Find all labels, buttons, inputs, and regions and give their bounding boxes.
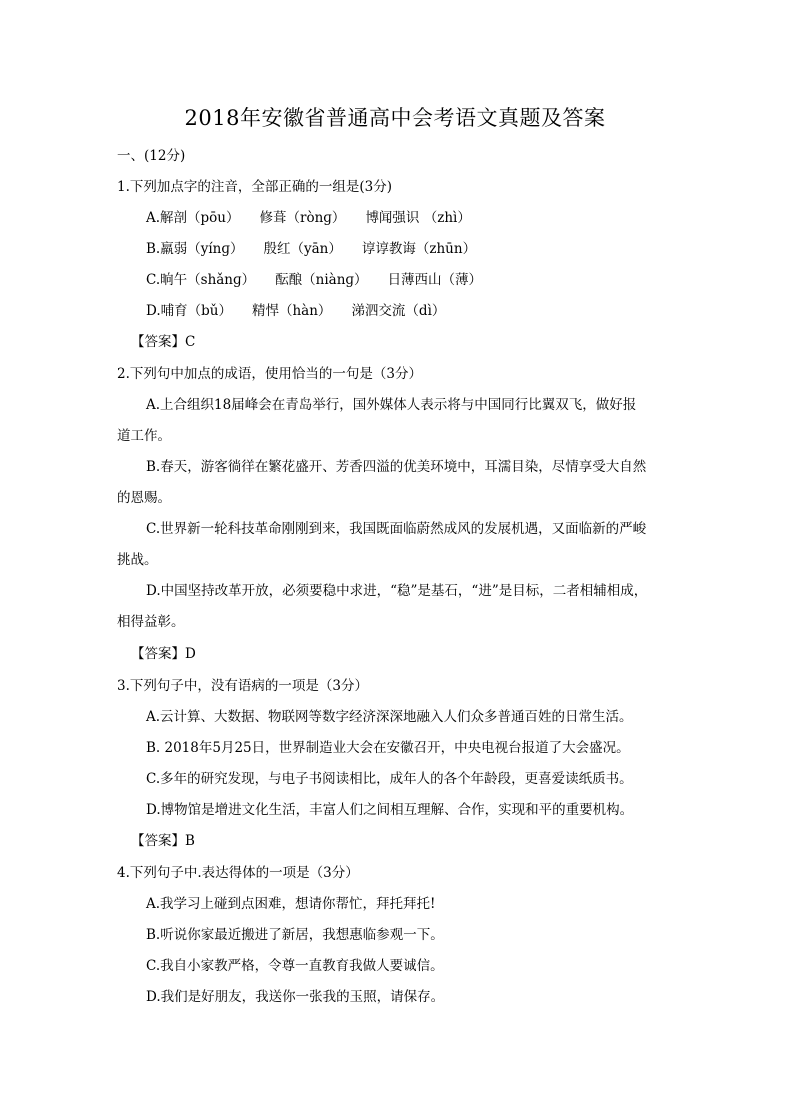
question-1-option-d [146, 301, 465, 321]
option-item: 日薄西山（薄） [387, 272, 483, 288]
question-1-option-c [146, 270, 502, 290]
option-item: C.晌午（shǎnɡ） [146, 272, 256, 288]
option-item: D.哺育（bǔ） [146, 303, 232, 319]
question-4-option-a: A.我学习上碰到点困难，想请你帮忙，拜托拜托! [146, 896, 436, 912]
question-3-option-d: D.博物馆是增进文化生活，丰富人们之间相互理解、合作，实现和平的重要机构。 [146, 802, 634, 818]
question-1-option-b [146, 239, 496, 259]
question-4-stem: 4.下列句子中.表达得体的一项是（3分） [117, 865, 359, 881]
question-2-option-a: A.上合组织18届峰会在青岛举行，国外媒体人表示将与中国同行比翼双飞，做好报 [146, 397, 637, 413]
question-3-option-c: C.多年的研究发现，与电子书阅读相比，成年人的各个年龄段，更喜爱读纸质书。 [146, 771, 633, 787]
option-item: 涕泗交流（dì） [351, 303, 446, 319]
section-heading: 一、(12分) [117, 148, 186, 164]
option-item: 殷红（yān） [263, 241, 342, 257]
question-3-answer: 【答案】B [131, 833, 195, 849]
question-3-stem: 3.下列句子中，没有语病的一项是（3分） [117, 678, 368, 694]
question-2-option-a-cont: 道工作。 [117, 428, 171, 444]
question-2-answer: 【答案】D [131, 646, 196, 662]
option-item: A.解剖（pōu） [146, 210, 240, 226]
option-item: 精悍（hàn） [251, 303, 332, 319]
option-item: 酝酿（niànɡ） [275, 272, 368, 288]
page-title: 2018年安徽省普通高中会考语文真题及答案 [184, 106, 606, 130]
question-1-answer: 【答案】C [131, 334, 196, 350]
question-1-stem: 1.下列加点字的注音，全部正确的一组是(3分) [117, 179, 393, 195]
question-1-option-a [146, 208, 491, 228]
option-item: 谆谆教诲（zhūn） [361, 241, 477, 257]
option-item: 博闻强识 （zhì） [365, 210, 471, 226]
question-2-stem: 2.下列句中加点的成语，使用恰当的一句是（3分） [117, 366, 422, 382]
question-2-option-d-cont: 相得益彰。 [117, 614, 185, 630]
question-2-option-d: D.中国坚持改革开放，必须要稳中求进，“稳”是基石，“进”是目标，二者相辅相成， [146, 583, 648, 599]
question-4-option-b: B.听说你家最近搬进了新居，我想惠临参观一下。 [146, 927, 444, 943]
option-item: 修葺（rònɡ） [259, 210, 346, 226]
question-3-option-b: B. 2018年5月25日，世界制造业大会在安徽召开，中央电视台报道了大会盛况。 [146, 740, 630, 756]
question-2-option-c: C.世界新一轮科技革命刚刚到来，我国既面临蔚然成风的发展机遇，又面临新的严峻 [146, 521, 647, 537]
question-2-option-b-cont: 的恩赐。 [117, 490, 171, 506]
question-3-option-a: A.云计算、大数据、物联网等数字经济深深地融入人们众多普通百姓的日常生活。 [146, 709, 633, 725]
question-4-option-c: C.我自小家教严格，令尊一直教育我做人要诚信。 [146, 958, 444, 974]
question-4-option-d: D.我们是好朋友，我送你一张我的玉照，请保存。 [146, 989, 445, 1005]
question-2-option-b: B.春天，游客徜徉在繁花盛开、芳香四溢的优美环境中，耳濡目染，尽情享受大自然 [146, 459, 647, 475]
option-item: B.羸弱（yínɡ） [146, 241, 244, 257]
question-2-option-c-cont: 挑战。 [117, 552, 158, 568]
